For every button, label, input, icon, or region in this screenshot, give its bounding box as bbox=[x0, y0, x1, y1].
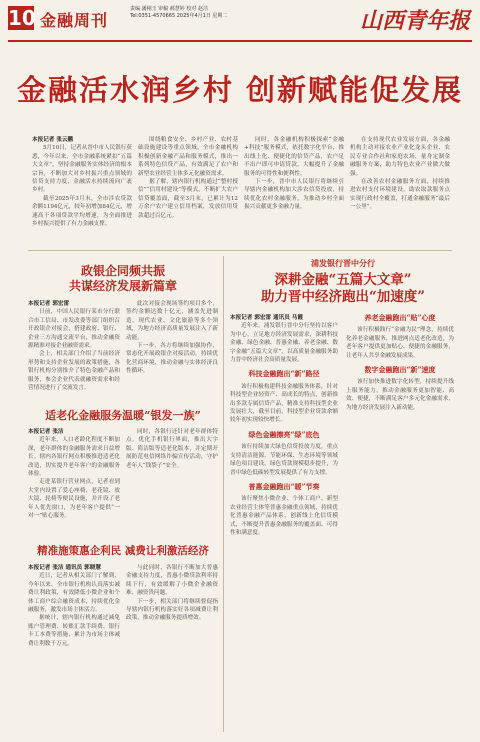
article-2-byline: 本报记者 张洁 bbox=[28, 429, 64, 435]
intro-paragraph: 据了解，辖内银行机构通过“整村授信”“信用村建设”等模式，不断扩大农户信贷覆盖面，截至3月末，已累计为12万余户农户建立信用档案，发放信用贷款超过百亿元。 bbox=[138, 179, 238, 219]
article-4-subheading: 绿色金融擦亮“绿”底色 bbox=[248, 429, 320, 439]
main-headline: 金融活水润乡村 创新赋能促发展 bbox=[16, 73, 464, 107]
article-4-paragraph: 该行聚焦小微企业、个体工商户、新型农业经营主体等普惠金融重点领域，持续优化普惠金融产品体系，创新线上化信贷模式，不断提升普惠金融服务的覆盖面、可得性和满意度。 bbox=[230, 496, 338, 536]
intro-column-1 bbox=[32, 136, 132, 244]
article-1-headline-line-2: 共谋经济发展新篇章 bbox=[68, 279, 177, 293]
article-1-paragraph: 下一步，各方将继续加强协作，常态化开展政银企对接活动，持续优化营商环境，推动金融与实体经济良性循环。 bbox=[126, 343, 218, 375]
column-divider bbox=[223, 256, 224, 732]
article-4-paragraph: 该行加快推进数字化转型，持续提升线上服务能力，推动金融服务更加智能、高效、便捷，不断满足客户多元化金融需求，为地方经济发展注入新动能。 bbox=[346, 379, 454, 411]
article-4-headline bbox=[228, 272, 458, 306]
article-1-column-1 bbox=[28, 300, 120, 402]
article-3-column-2 bbox=[126, 564, 218, 734]
article-2-paragraph: 走进某银行营业网点，记者看到大堂内设置了爱心座椅、老花镜、放大镜、轮椅等便民设施，并开设了老年人优先窗口，为老年客户提供“一对一”贴心服务。 bbox=[28, 479, 120, 520]
article-3-paragraph: 下一步，相关部门将继续督促指导辖内银行机构落实好各项减费让利政策，推动金融服务提质增效。 bbox=[126, 598, 218, 622]
article-3-paragraph: 与此同时，各银行不断加大普惠金融支持力度，普惠小微贷款利率持续下行，有效缓解了小微企业融资难、融资贵问题。 bbox=[126, 565, 218, 597]
section-divider bbox=[28, 250, 452, 251]
article-4-column-1 bbox=[230, 314, 338, 734]
page-header bbox=[0, 0, 480, 42]
intro-paragraph: 同时，各金融机构积极探索“金融+科技”服务模式，依托数字化平台，推出线上化、便捷化的信贷产品，农户足不出户即可申请贷款，大幅提升了金融服务的可得性和便利性。 bbox=[244, 137, 344, 177]
intro-paragraph: 在改善农村金融服务方面，持续推进农村支付环境建设，助农取款服务点实现行政村全覆盖，打通金融服务“最后一公里”。 bbox=[350, 179, 450, 211]
intro-column-3 bbox=[244, 136, 344, 244]
editors-line: 责编 潘栩玉 审稿 郝慧婷 校对 赵洁 bbox=[130, 6, 208, 12]
intro-paragraph: 在支持现代农业发展方面，各金融机构主动对接农业产业化龙头企业、农民专业合作社和家庭农场，量身定制金融服务方案，助力特色农业产业做大做强。 bbox=[350, 137, 450, 177]
article-4-paragraph: 该行积极践行“金融为民”理念，持续优化养老金融服务，推进网点适老化改造，为老年客户提供更加贴心、便捷的金融服务，让老年人共享金融发展成果。 bbox=[346, 327, 454, 359]
article-4-paragraph: 该行积极构建科技金融服务体系，针对科技型企业轻资产、高成长的特点，创新推出多款专属信贷产品，精准支持科技型企业发展壮大，截至目前，科技型企业贷款余额较年初实现较快增长。 bbox=[230, 383, 338, 424]
article-4-byline: 本报记者 郭宏雷 通讯员 马霞 bbox=[230, 315, 303, 321]
article-3-headline: 精准施策惠企利民 减费让利激活经济 bbox=[37, 545, 209, 557]
article-4-intro: 近年来，浦发银行晋中分行坚持以客户为中心，立足地方经济发展需求，深耕科技金融、绿色金融、普惠金融、养老金融、数字金融“五篇大文章”，以高质量金融服务助力晋中经济社会高质量发展。 bbox=[230, 323, 338, 364]
article-2-column-2 bbox=[126, 428, 218, 532]
article-1-paragraph: 会上，相关部门介绍了当前经济形势和支持企业发展的政策措施，各银行机构分别推介了特色金融产品和服务，参会企业代表就融资需求和经营情况进行了交流发言。 bbox=[28, 351, 120, 392]
intro-column-4 bbox=[350, 136, 450, 244]
article-4-subheading: 数字金融跑出“新”速度 bbox=[364, 365, 436, 375]
article-3-paragraph: 据统计，辖内银行机构通过减免账户管理费、转账汇款手续费、银行卡工本费等措施，累计为市场主体减费让利数千万元。 bbox=[28, 615, 120, 647]
page-number: 10 bbox=[8, 6, 36, 30]
article-4-headline-line-1: 深耕金融“五篇大文章” bbox=[274, 272, 412, 288]
intro-byline: 本报记者 张云鹏 bbox=[32, 137, 74, 143]
article-3-byline: 本报记者 张洁 通讯员 郭晓慧 bbox=[28, 565, 101, 571]
intro-paragraph: 5月10日，记者从晋中市人民银行获悉，今年以来，全市金融系统紧扣“五篇大文章”，坚持金融服务实体经济的根本宗旨，不断加大对乡村振兴重点领域的信贷支持力度，金融活水持续流向广袤乡村。 bbox=[32, 145, 132, 194]
article-1-byline: 本报记者 郭宏雷 bbox=[28, 301, 70, 307]
article-1-paragraph: 日前，中国人民银行某市分行联合市工信局、市发改委等部门组织召开政银企对接会，搭建政府、银行、企业三方沟通交流平台，推动金融资源精准对接企业融资需求。 bbox=[28, 309, 120, 350]
article-3-column-1 bbox=[28, 564, 120, 734]
section-name: 金融周刊 bbox=[40, 11, 109, 30]
article-1-headline-line-1: 政银企同频共振 bbox=[80, 264, 165, 278]
intro-column-2 bbox=[138, 136, 238, 244]
intro-paragraph: 截至2025年3月末，全市涉农贷款余额1194亿元，较年初增加84亿元，增速高于各项贷款平均增速，为全面推进乡村振兴提供了有力金融支撑。 bbox=[32, 195, 132, 228]
article-4-paragraph: 该行持续加大绿色信贷投放力度，重点支持清洁能源、节能环保、生态环境等领域绿色项目建设，绿色贷款规模稳步提升，为晋中绿色低碳转型发展提供了有力支撑。 bbox=[230, 444, 338, 476]
intro-paragraph: 围绕粮食安全、乡村产业、农村基础设施建设等重点领域，全市金融机构积极创新金融产品和服务模式，推出一系列特色信贷产品，有效满足了农户和新型农业经营主体多元化融资需求。 bbox=[138, 137, 238, 177]
article-4-subheading: 养老金融跑出“贴”心度 bbox=[364, 314, 436, 322]
article-4-subheading: 普惠金融跑出“暖”节奏 bbox=[248, 481, 320, 491]
article-2-paragraph: 同时，各银行还针对老年群体特点，优化手机银行界面，推出大字版、简洁版等适老化版本，并定期开展防范电信网络诈骗宣传活动，守护老年人“钱袋子”安全。 bbox=[126, 429, 218, 469]
article-2-paragraph: 近年来，人口老龄化程度不断加深，老年群体的金融服务需求日益增长。辖内各银行网点积极推进适老化改造，切实提升老年客户的金融服务体验。 bbox=[28, 437, 120, 478]
newspaper-logo: 山西青年报 bbox=[359, 8, 470, 34]
header-rule bbox=[8, 40, 472, 42]
article-1-column-2 bbox=[126, 300, 218, 402]
contact-date-line: Tel:0351-4570665 2025年4月1日 星期二 bbox=[130, 13, 228, 19]
article-3-paragraph: 近日，记者从相关部门了解到，今年以来，全市银行机构认真落实减费让利政策，有效降低小微企业和个体工商户综合融资成本，持续优化金融服务，激发市场主体活力。 bbox=[28, 573, 120, 614]
article-4-subheading: 科技金融跑出“新”路径 bbox=[248, 369, 320, 379]
article-4-headline-line-2: 助力晋中经济跑出“加速度” bbox=[260, 289, 426, 305]
article-2-headline: 适老化金融服务温暖“银发一族” bbox=[45, 409, 201, 422]
edition-info bbox=[130, 6, 280, 20]
article-4-column-2 bbox=[346, 314, 454, 734]
article-2-column-1 bbox=[28, 428, 120, 532]
article-4-kicker: 浦发银行晋中分行 bbox=[311, 258, 375, 268]
intro-paragraph: 下一步，晋中市人民银行将继续引导辖内金融机构加大涉农信贷投放，持续优化农村金融服务，为推动乡村全面振兴贡献更多金融力量。 bbox=[244, 179, 344, 211]
article-1-headline bbox=[28, 264, 218, 294]
article-1-paragraph: 此次对接会现场签约项目多个，签约金额达数十亿元，涵盖先进制造、现代农业、文化旅游等多个领域，为地方经济高质量发展注入了新动能。 bbox=[126, 301, 218, 341]
